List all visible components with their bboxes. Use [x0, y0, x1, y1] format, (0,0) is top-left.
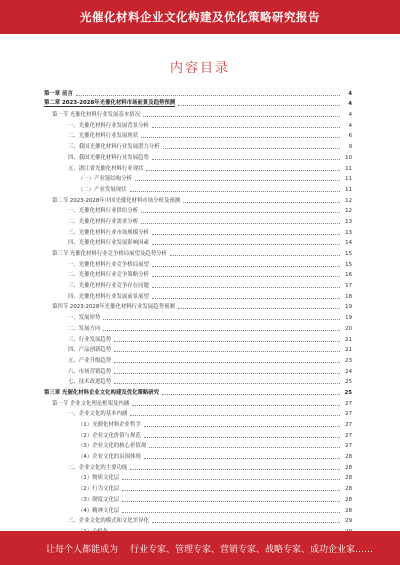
page-footer — [0, 531, 400, 565]
toc-entry[interactable] — [44, 514, 352, 525]
toc-entry-text: 四、我国光催化材料行业发展趋势 — [68, 154, 149, 161]
toc-entry[interactable] — [44, 139, 352, 150]
toc-leader-dots — [152, 522, 340, 523]
toc-entry-page: 21 — [345, 347, 352, 354]
toc-entry[interactable] — [44, 407, 352, 418]
toc-entry-text: 五、产业升级趋势 — [68, 357, 112, 364]
toc-entry-page: 12 — [345, 197, 352, 204]
toc-leader-dots — [152, 234, 340, 235]
toc-leader-dots — [178, 308, 340, 309]
toc-entry[interactable] — [44, 492, 352, 503]
toc-entry[interactable] — [44, 321, 352, 332]
toc-entry-page: 27 — [345, 422, 352, 428]
toc-entry-text: 一、光催化材料行业发展背景分析 — [68, 122, 149, 129]
toc-entry-page: 14 — [345, 240, 352, 247]
page-header — [0, 0, 400, 34]
toc-entry-page: 21 — [345, 336, 352, 343]
toc-entry-page: 27 — [345, 400, 352, 407]
toc-entry[interactable] — [44, 118, 352, 129]
toc-entry[interactable] — [44, 310, 352, 321]
toc-entry-text: 第三章 光催化材料企业文化构建及优化策略研究 — [44, 389, 160, 396]
toc-entry-page: 13 — [345, 218, 352, 225]
toc-entry[interactable] — [44, 300, 352, 311]
toc-leader-dots — [132, 405, 340, 406]
toc-leader-dots — [103, 319, 340, 320]
toc-entry-page: 28 — [345, 464, 352, 471]
toc-entry-page: 11 — [345, 165, 352, 172]
toc-leader-dots — [152, 287, 340, 288]
toc-entry[interactable] — [44, 172, 352, 183]
toc-leader-dots — [130, 469, 340, 470]
toc-entry-page: 25 — [344, 389, 352, 396]
footer-roles: 行业专家、管理专家、营销专家、战略专家、成功企业家…… — [130, 544, 374, 555]
toc-entry[interactable] — [44, 86, 352, 97]
toc-leader-dots — [163, 148, 340, 149]
toc-entry-text: （1）物质文化层 — [78, 475, 120, 482]
toc-entry[interactable] — [44, 343, 352, 354]
toc-entry-text: 一、企业文化的基本内涵 — [68, 411, 128, 418]
toc-entry[interactable] — [44, 289, 352, 300]
report-title: 光催化材料企业文化构建及优化策略研究报告 — [80, 10, 320, 24]
toc-entry-text: 第二节 2023-2028年中国光催化材料市场分析及预测 — [52, 197, 181, 204]
toc-leader-dots — [183, 202, 340, 203]
toc-entry-page: 6 — [348, 133, 352, 140]
toc-entry-page: 27 — [345, 432, 352, 439]
toc-leader-dots — [122, 479, 340, 480]
toc-leader-dots — [135, 180, 340, 181]
toc-entry-page: 17 — [345, 283, 352, 290]
toc-leader-dots — [144, 458, 340, 459]
toc-entry-text: 六、市场营销趋势 — [68, 368, 112, 375]
toc-leader-dots — [114, 341, 340, 342]
toc-entry-page: 13 — [345, 229, 352, 236]
toc-entry-text: 一、发展形势 — [68, 315, 101, 322]
toc-entry-page: 28 — [345, 507, 352, 514]
toc-entry-text: （3）企业文化的核心价值观 — [78, 443, 147, 450]
toc-entry-text: 二、光催化材料行业发展现状 — [68, 133, 139, 140]
toc-entry-text: 四、产品创新趋势 — [68, 347, 112, 354]
toc-entry-page: 12 — [345, 208, 352, 215]
toc-entry[interactable] — [44, 268, 352, 279]
toc-entry-text: （3）制度文化层 — [78, 496, 120, 503]
toc-entry[interactable] — [44, 460, 352, 471]
toc-leader-dots — [149, 447, 340, 448]
toc-entry-page: 23 — [345, 357, 352, 364]
toc-leader-dots — [114, 362, 340, 363]
toc-entry-page: 16 — [345, 272, 352, 279]
toc-entry-text: 第四节 2023-2028年光催化材料行业发展趋势预测 — [52, 304, 175, 311]
toc-leader-dots — [152, 276, 340, 277]
toc-entry[interactable] — [44, 214, 352, 225]
toc-leader-dots — [122, 512, 340, 513]
toc-entry-page: 4 — [348, 112, 352, 119]
toc-entry-page: 27 — [345, 443, 352, 450]
toc-entry-text: 第三节 光催化材料行业竞争格局展望及趋势分析 — [52, 251, 167, 257]
toc-entry-page: 19 — [345, 304, 352, 311]
toc-entry-text: 三、光催化材料行业竞争存在问题 — [68, 283, 149, 290]
toc-entry[interactable] — [44, 236, 352, 247]
toc-entry-text: （4）企业文化的氛围体现 — [78, 454, 141, 461]
toc-entry-page: 29 — [345, 518, 352, 525]
toc-entry-text: 二、企业文化的主要功能 — [68, 464, 128, 471]
toc-entry-page: 4 — [348, 90, 352, 97]
toc-entry-page: 15 — [345, 261, 352, 268]
toc-entry-text: （2）行为文化层 — [78, 486, 120, 493]
toc-entry[interactable] — [44, 193, 352, 204]
toc-entry-page: 4 — [348, 122, 352, 129]
toc-leader-dots — [122, 490, 340, 491]
toc-entry-text: 五、浙江省光催化材料行业现状 — [68, 165, 144, 172]
toc-entry-page: 10 — [345, 154, 352, 161]
toc-leader-dots — [152, 266, 340, 267]
toc-entry-text: 三、行业发展趋势 — [68, 336, 112, 343]
toc-entry[interactable] — [44, 150, 352, 161]
toc-leader-dots — [114, 351, 340, 352]
toc-entry-text: 第二章 2023-2028年光催化材料市场前景及趋势预测 — [44, 100, 176, 107]
toc-entry[interactable] — [44, 471, 352, 482]
toc-entry[interactable] — [44, 417, 352, 428]
toc-entry-text: 三、我国光催化材料行业发展潜力分析 — [68, 144, 160, 151]
toc-entry[interactable] — [44, 278, 352, 289]
toc-leader-dots — [122, 501, 340, 502]
toc-entry[interactable] — [44, 257, 352, 268]
toc-entry[interactable] — [44, 246, 352, 257]
toc-entry-page: 28 — [345, 486, 352, 493]
toc-leader-dots — [143, 116, 340, 117]
toc-entry-text: 第一节 光催化材料行业发展基本情况 — [52, 112, 140, 119]
toc-entry-text: 一、光催化材料行业竞争格局展望 — [68, 261, 149, 268]
toc-leader-dots — [152, 159, 340, 160]
toc-entry-text: （一）产业链结构分析 — [78, 176, 132, 183]
toc-entry-text: 第一章 前言 — [44, 90, 73, 97]
toc-entry-text: （1）光催化材料企业哲学 — [78, 422, 141, 428]
toc-entry[interactable] — [44, 97, 352, 108]
toc-entry-page: 24 — [345, 368, 352, 375]
toc-entry[interactable] — [44, 107, 352, 118]
toc-leader-dots — [144, 426, 340, 427]
toc-entry-text: 四、光催化材料行业发展前景展望 — [68, 293, 149, 300]
toc-entry-text: 七、技术改进趋势 — [68, 379, 112, 386]
toc-leader-dots — [141, 137, 340, 138]
toc-entry-text: 二、发展方向 — [68, 325, 101, 332]
toc-leader-dots — [103, 330, 340, 331]
toc-leader-dots — [130, 415, 340, 416]
toc-entry-text: 一、光催化材料行业供给分析 — [68, 208, 139, 215]
toc-entry-page: 11 — [345, 186, 352, 193]
toc-leader-dots — [141, 223, 340, 224]
toc-entry-page: 4 — [348, 101, 352, 108]
toc-leader-dots — [144, 437, 340, 438]
toc-entry-text: （二）产业发展现状 — [78, 186, 127, 193]
toc-entry[interactable] — [44, 449, 352, 460]
toc-entry[interactable] — [44, 182, 352, 193]
toc-leader-dots — [178, 105, 340, 106]
toc-entry[interactable] — [44, 439, 352, 450]
toc-entry-text: 三、企业文化的模式和文化差异化 — [68, 518, 149, 525]
table-of-contents — [44, 86, 352, 535]
toc-leader-dots — [114, 373, 340, 374]
toc-leader-dots — [162, 394, 340, 395]
toc-entry-text: （2）企业文化价值与规范 — [78, 432, 141, 439]
toc-leader-dots — [114, 383, 340, 384]
toc-leader-dots — [146, 170, 340, 171]
toc-entry[interactable] — [44, 353, 352, 364]
toc-entry[interactable] — [44, 332, 352, 343]
toc-entry[interactable] — [44, 385, 352, 396]
toc-entry-page: 9 — [348, 144, 352, 151]
toc-entry-page: 18 — [345, 293, 352, 300]
toc-entry-page: 11 — [345, 176, 352, 183]
toc-entry[interactable] — [44, 375, 352, 386]
toc-leader-dots — [170, 255, 340, 256]
toc-title: 内容目录 — [169, 61, 230, 76]
toc-entry[interactable] — [44, 503, 352, 514]
toc-entry[interactable] — [44, 481, 352, 492]
toc-entry-page: 28 — [345, 496, 352, 503]
toc-leader-dots — [76, 95, 340, 96]
toc-entry-text: 三、光催化材料行业市场规模分析 — [68, 229, 149, 236]
toc-entry[interactable] — [44, 129, 352, 140]
toc-entry-text: 二、光催化材料行业竞争策略分析 — [68, 272, 149, 279]
toc-entry-page: 27 — [345, 411, 352, 418]
toc-leader-dots — [130, 191, 340, 192]
toc-entry-text: 第一节 企业文化理论框架及内涵 — [52, 400, 130, 407]
toc-entry-page: 19 — [345, 315, 352, 322]
toc-entry[interactable] — [44, 204, 352, 215]
toc-entry[interactable] — [44, 225, 352, 236]
toc-entry-page: 20 — [345, 325, 352, 332]
toc-leader-dots — [141, 212, 340, 213]
toc-entry-text: 二、光催化材料行业需求分析 — [68, 218, 139, 225]
toc-entry-text: （4）精神文化层 — [78, 507, 120, 514]
toc-entry-page: 25 — [345, 379, 352, 386]
toc-entry[interactable] — [44, 161, 352, 172]
toc-entry-page: 15 — [345, 251, 352, 257]
toc-leader-dots — [152, 127, 340, 128]
toc-entry-page: 28 — [345, 475, 352, 482]
toc-entry-text: 四、光催化材料行业发展影响因素 — [68, 240, 149, 247]
toc-leader-dots — [152, 298, 340, 299]
toc-leader-dots — [152, 244, 340, 245]
toc-entry[interactable] — [44, 364, 352, 375]
toc-entry[interactable] — [44, 396, 352, 407]
toc-entry[interactable] — [44, 428, 352, 439]
footer-slogan: 让每个人都能成为 — [46, 544, 119, 555]
toc-entry-page: 28 — [345, 454, 352, 461]
